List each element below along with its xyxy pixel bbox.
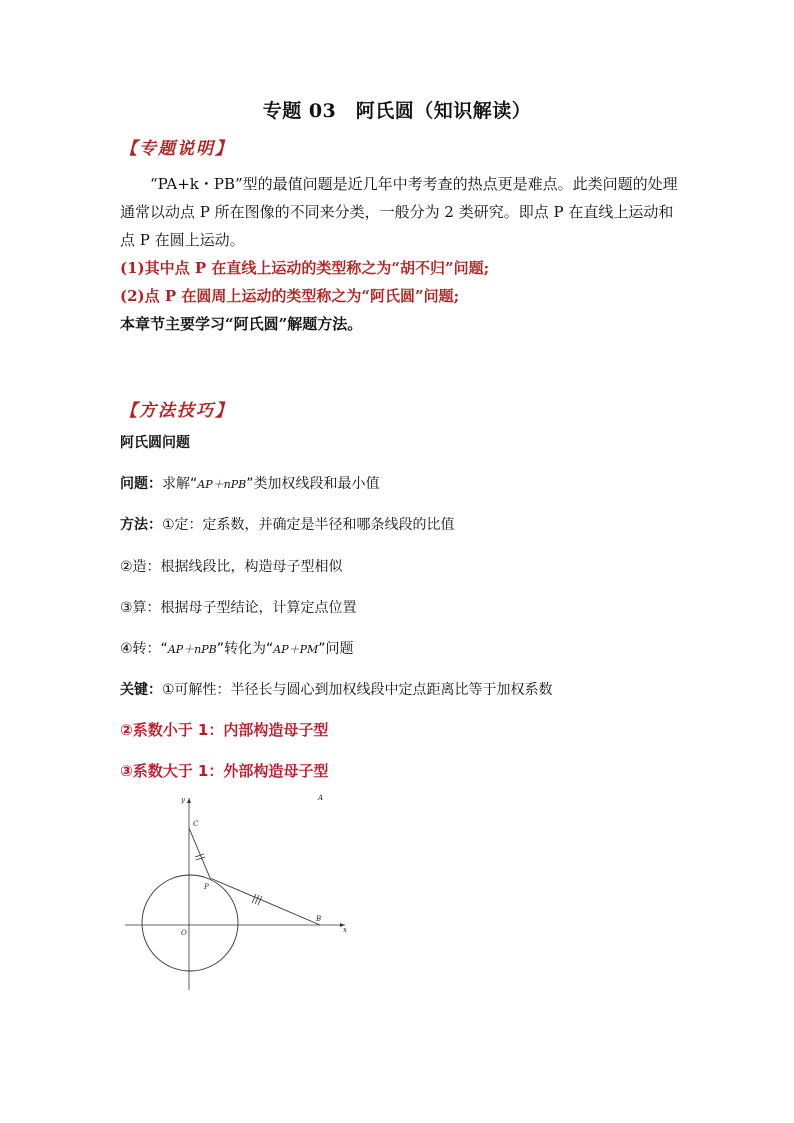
problem-math: AP＋nPB (197, 478, 247, 491)
label-c: C (193, 820, 199, 828)
method-line (120, 514, 455, 534)
label-b: B (316, 915, 322, 923)
problem-text-pre: 求解“ (162, 476, 198, 492)
section-heading-methods: 【方法技巧】 (120, 401, 234, 421)
type-item-2: (2)点 P 在圆周上运动的类型称之为“阿氏圆”问题; (120, 287, 460, 305)
step4-pre: ④转：“ (120, 641, 168, 657)
apollonius-circle (142, 875, 238, 971)
key-point-3: ③系数大于 1：外部构造母子型 (120, 762, 329, 780)
tick-mark (195, 854, 204, 857)
topic-description-block (120, 170, 680, 338)
key-label: 关键： (120, 682, 162, 698)
step4-post: ”问题 (318, 641, 354, 657)
label-y: y (181, 796, 185, 804)
y-axis-arrow (187, 798, 191, 803)
method-step-2: ②造：根据线段比，构造母子型相似 (120, 559, 343, 575)
tick-mark (196, 857, 205, 860)
key-point-2: ②系数小于 1：内部构造母子型 (120, 721, 329, 739)
method-step-3: ③算：根据母子型结论，计算定点位置 (120, 600, 357, 616)
method-step-4 (120, 638, 354, 658)
segment-cp (189, 828, 210, 878)
key-point-1: ①可解性：半径长与圆心到加权线段中定点距离比等于加权系数 (162, 682, 553, 698)
chapter-summary: 本章节主要学习“阿氏圆”解题方法。 (120, 315, 363, 333)
label-x: x (343, 926, 347, 934)
problem-text-post: ”类加权线段和最小值 (246, 476, 380, 492)
method-step-1: ①定：定系数，并确定是半径和哪条线段的比值 (162, 517, 455, 533)
tick-mark (255, 895, 259, 904)
geometry-diagram (115, 790, 365, 1000)
problem-label: 问题： (120, 476, 162, 492)
geometry-figure (115, 790, 365, 1000)
method-label: 方法： (120, 517, 162, 533)
segment-pb (210, 878, 320, 925)
problem-line (120, 473, 379, 493)
type-item-1: (1)其中点 P 在直线上运动的类型称之为“胡不归”问题; (120, 259, 490, 277)
tick-mark (252, 894, 256, 903)
subheading-apollonius: 阿氏圆问题 (120, 435, 190, 451)
step4-math-2: AP＋PM (273, 643, 319, 656)
step4-mid: ”转化为“ (216, 641, 274, 657)
label-o: O (181, 929, 187, 937)
tick-mark (258, 896, 262, 905)
page-title: 专题 03 阿氏圆（知识解读） (262, 100, 532, 122)
key-line (120, 679, 553, 699)
label-p: P (204, 883, 209, 891)
step4-math-1: AP＋nPB (167, 643, 217, 656)
label-a: A (318, 794, 324, 802)
section-heading-topic-description: 【专题说明】 (120, 139, 234, 159)
intro-paragraph: “PA+k・PB”型的最值问题是近几年中考考查的热点更是难点。此类问题的处理通常以动点 P 所在图像的不同来分类，一般分为 2 类研究。即点 P 在直线上运动和点 P 在圆上运动。 (120, 175, 678, 249)
